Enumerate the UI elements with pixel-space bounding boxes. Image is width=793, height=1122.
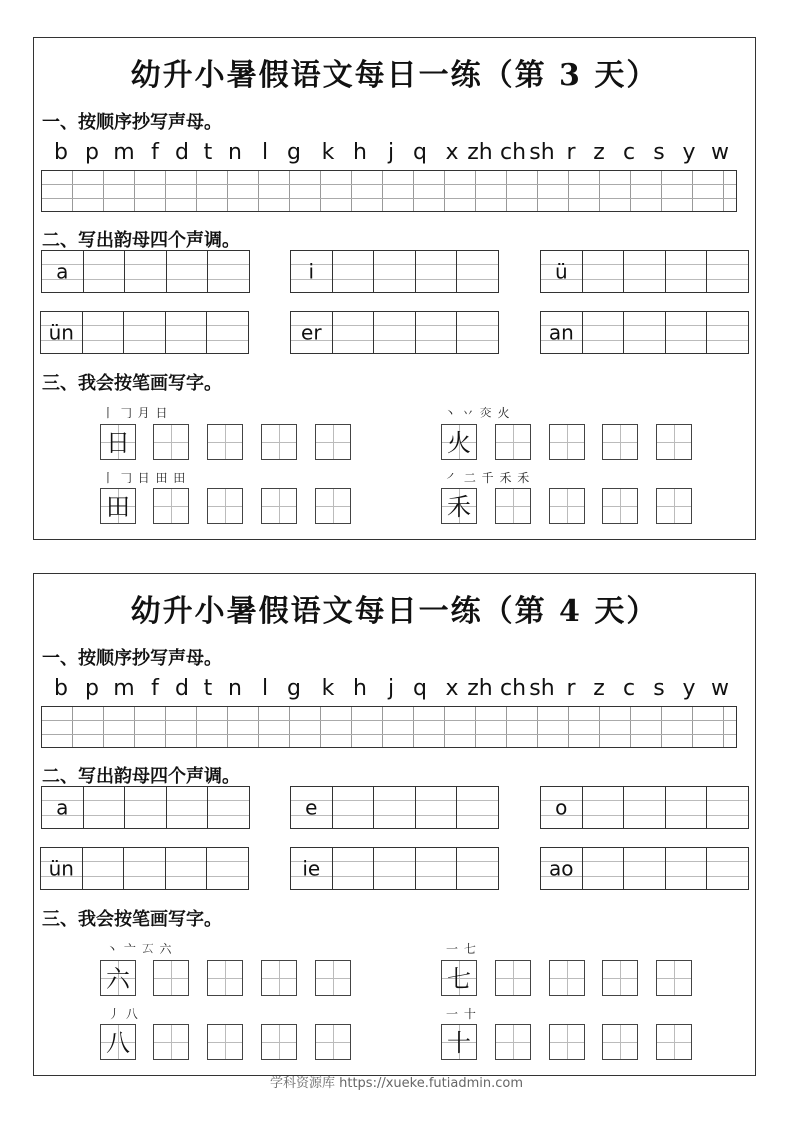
practice-grid-cell[interactable] — [315, 1024, 351, 1060]
final-tone-box[interactable] — [540, 250, 749, 293]
final-label: ao — [549, 856, 574, 881]
model-character: 日 — [106, 429, 130, 457]
practice-grid-cell[interactable] — [315, 424, 351, 460]
stroke-order-sequence: 丶 亠 𠫔 六 — [106, 942, 173, 956]
stroke-order-sequence: 丨 𠃌 月 日 — [102, 406, 169, 420]
initial-letter: w — [711, 140, 729, 165]
practice-grid-cell[interactable] — [153, 960, 189, 996]
practice-grid-cell[interactable] — [549, 424, 585, 460]
final-cell — [541, 848, 582, 889]
initial-letter: k — [321, 676, 335, 701]
worksheet-title: 幼升小暑假语文每日一练（第 4 天） — [130, 594, 659, 629]
tone-cell[interactable] — [373, 848, 415, 889]
initials-writing-lines[interactable] — [41, 170, 737, 212]
section-copy-initials-heading: 一、按顺序抄写声母。 — [42, 112, 222, 133]
tone-cell[interactable] — [665, 787, 707, 828]
tone-cell[interactable] — [582, 251, 624, 292]
initial-letter: p — [85, 676, 99, 701]
worksheet-day-4 — [33, 573, 756, 1076]
initial-letter: n — [228, 676, 242, 701]
initial-letter: g — [287, 676, 301, 701]
model-character: 田 — [106, 493, 130, 521]
tone-cell[interactable] — [332, 848, 374, 889]
tone-cell[interactable] — [623, 312, 665, 353]
tone-cell[interactable] — [456, 787, 498, 828]
final-cell — [541, 251, 582, 292]
final-tone-box[interactable] — [540, 311, 749, 354]
initial-letter: b — [54, 140, 68, 165]
final-cell — [291, 848, 332, 889]
tone-cell[interactable] — [415, 312, 457, 353]
tone-cell[interactable] — [456, 312, 498, 353]
final-cell — [41, 848, 82, 889]
final-tone-box[interactable] — [540, 847, 749, 890]
model-character: 八 — [106, 1029, 130, 1057]
practice-grid-cell[interactable] — [153, 1024, 189, 1060]
final-cell — [291, 312, 332, 353]
initial-letter: k — [321, 140, 335, 165]
final-cell — [41, 312, 82, 353]
initial-letter: s — [653, 676, 665, 701]
initial-letter: q — [413, 140, 427, 165]
model-character-cell — [441, 1024, 477, 1060]
tone-cell[interactable] — [665, 848, 707, 889]
tone-cell[interactable] — [623, 787, 665, 828]
initial-letter: z — [593, 676, 605, 701]
initial-letter: y — [682, 676, 696, 701]
tone-cell[interactable] — [83, 251, 125, 292]
stroke-order-sequence: ㇒ 二 千 禾 禾 — [446, 471, 531, 485]
final-label: ie — [302, 856, 321, 881]
initials-row — [42, 676, 747, 702]
model-character: 禾 — [447, 493, 471, 521]
initial-letter: x — [445, 140, 459, 165]
stroke-order-sequence: 一 十 — [446, 1007, 477, 1021]
tone-cell[interactable] — [665, 312, 707, 353]
initial-letter: r — [566, 676, 576, 701]
final-tone-box[interactable] — [290, 847, 499, 890]
tone-cell[interactable] — [706, 312, 748, 353]
worksheet-day-3 — [33, 37, 756, 540]
tone-cell[interactable] — [582, 787, 624, 828]
initial-letter: y — [682, 140, 696, 165]
initial-letter: c — [622, 140, 636, 165]
final-label: ün — [48, 856, 74, 881]
practice-grid-cell[interactable] — [495, 960, 531, 996]
model-character: 七 — [447, 965, 471, 993]
section-stroke-order-heading: 三、我会按笔画写字。 — [42, 909, 222, 930]
tone-cell[interactable] — [166, 787, 208, 828]
tone-cell[interactable] — [82, 312, 124, 353]
initials-row — [42, 140, 747, 166]
tone-cell[interactable] — [332, 787, 374, 828]
practice-grid-cell[interactable] — [207, 424, 243, 460]
tone-cell[interactable] — [123, 312, 165, 353]
initial-letter: m — [113, 676, 135, 701]
model-character: 六 — [106, 965, 130, 993]
tone-cell[interactable] — [332, 251, 374, 292]
practice-grid-cell[interactable] — [207, 488, 243, 524]
tone-cell[interactable] — [415, 848, 457, 889]
tone-cell[interactable] — [207, 251, 249, 292]
initial-letter: sh — [529, 140, 555, 165]
tone-cell[interactable] — [373, 787, 415, 828]
model-character-cell — [100, 960, 136, 996]
initial-letter: t — [203, 140, 213, 165]
initial-letter: c — [622, 676, 636, 701]
practice-grid-cell[interactable] — [153, 424, 189, 460]
initial-letter: d — [175, 140, 189, 165]
final-label: a — [56, 259, 69, 284]
model-character-cell — [441, 424, 477, 460]
model-character: 火 — [447, 429, 471, 457]
tone-cell[interactable] — [332, 312, 374, 353]
tone-cell[interactable] — [456, 251, 498, 292]
final-cell — [541, 787, 582, 828]
final-cell — [42, 787, 83, 828]
initial-letter: b — [54, 676, 68, 701]
tone-cell[interactable] — [665, 251, 707, 292]
initial-letter: g — [287, 140, 301, 165]
final-label: o — [555, 795, 568, 820]
practice-grid-cell[interactable] — [261, 960, 297, 996]
practice-grid-cell[interactable] — [495, 424, 531, 460]
final-label: an — [548, 320, 574, 345]
practice-grid-cell[interactable] — [656, 488, 692, 524]
final-tone-box[interactable] — [290, 311, 499, 354]
initial-letter: n — [228, 140, 242, 165]
tone-cell[interactable] — [373, 251, 415, 292]
tone-cell[interactable] — [123, 848, 165, 889]
initial-letter: z — [593, 140, 605, 165]
practice-grid-cell[interactable] — [549, 960, 585, 996]
practice-grid-cell[interactable] — [602, 424, 638, 460]
practice-grid-cell[interactable] — [602, 960, 638, 996]
practice-grid-cell[interactable] — [315, 488, 351, 524]
initial-letter: t — [203, 676, 213, 701]
final-tone-box[interactable] — [40, 311, 249, 354]
practice-grid-cell[interactable] — [495, 488, 531, 524]
final-tone-box[interactable] — [290, 250, 499, 293]
initial-letter: zh — [467, 140, 493, 165]
footer-watermark: 学科资源库 https://xueke.futiadmin.com — [269, 1076, 523, 1091]
model-character: 十 — [447, 1029, 471, 1057]
initial-letter: s — [653, 140, 665, 165]
tone-cell[interactable] — [706, 251, 748, 292]
tone-cell[interactable] — [415, 787, 457, 828]
practice-grid-cell[interactable] — [656, 424, 692, 460]
final-tone-box[interactable] — [540, 786, 749, 829]
initial-letter: ch — [499, 140, 527, 165]
practice-grid-cell[interactable] — [315, 960, 351, 996]
practice-grid-cell[interactable] — [153, 488, 189, 524]
practice-grid-cell[interactable] — [207, 960, 243, 996]
final-tone-box[interactable] — [41, 250, 250, 293]
initial-letter: r — [566, 140, 576, 165]
initial-letter: zh — [467, 676, 493, 701]
tone-cell[interactable] — [582, 312, 624, 353]
practice-grid-cell[interactable] — [261, 488, 297, 524]
initial-letter: f — [151, 140, 159, 165]
stroke-order-sequence: 一 七 — [446, 942, 477, 956]
tone-cell[interactable] — [706, 787, 748, 828]
final-cell — [42, 251, 83, 292]
final-tone-box[interactable] — [40, 847, 249, 890]
final-cell — [291, 251, 332, 292]
initial-letter: l — [261, 140, 269, 165]
tone-cell[interactable] — [623, 848, 665, 889]
tone-cell[interactable] — [166, 251, 208, 292]
tone-cell[interactable] — [165, 312, 207, 353]
tone-cell[interactable] — [165, 848, 207, 889]
final-label: ü — [554, 259, 568, 284]
worksheet-title: 幼升小暑假语文每日一练（第 3 天） — [130, 58, 659, 93]
section-tones-heading: 二、写出韵母四个声调。 — [42, 230, 240, 251]
practice-grid-cell[interactable] — [261, 1024, 297, 1060]
final-label: a — [56, 795, 69, 820]
tone-cell[interactable] — [206, 848, 248, 889]
tone-cell[interactable] — [82, 848, 124, 889]
section-tones-heading: 二、写出韵母四个声调。 — [42, 766, 240, 787]
final-label: ün — [48, 320, 74, 345]
initial-letter: j — [387, 140, 395, 165]
initials-writing-lines[interactable] — [41, 706, 737, 748]
model-character-cell — [100, 488, 136, 524]
initial-letter: p — [85, 140, 99, 165]
final-label: e — [305, 795, 318, 820]
initial-letter: w — [711, 676, 729, 701]
tone-cell[interactable] — [706, 848, 748, 889]
tone-cell[interactable] — [373, 312, 415, 353]
tone-cell[interactable] — [124, 787, 166, 828]
initial-letter: h — [353, 676, 367, 701]
final-label: er — [301, 320, 322, 345]
model-character-cell — [441, 488, 477, 524]
final-tone-box[interactable] — [41, 786, 250, 829]
final-label: i — [308, 259, 315, 284]
practice-grid-cell[interactable] — [656, 960, 692, 996]
practice-grid-cell[interactable] — [549, 1024, 585, 1060]
practice-grid-cell[interactable] — [602, 488, 638, 524]
initial-letter: ch — [499, 676, 527, 701]
initial-letter: x — [445, 676, 459, 701]
practice-grid-cell[interactable] — [207, 1024, 243, 1060]
final-cell — [541, 312, 582, 353]
final-tone-box[interactable] — [290, 786, 499, 829]
model-character-cell — [100, 1024, 136, 1060]
model-character-cell — [441, 960, 477, 996]
model-character-cell — [100, 424, 136, 460]
initial-letter: h — [353, 140, 367, 165]
initial-letter: q — [413, 676, 427, 701]
practice-grid-cell[interactable] — [261, 424, 297, 460]
tone-cell[interactable] — [456, 848, 498, 889]
practice-grid-cell[interactable] — [602, 1024, 638, 1060]
stroke-order-sequence: 丨 𠃌 日 田 田 — [102, 471, 187, 485]
initial-letter: l — [261, 676, 269, 701]
tone-cell[interactable] — [623, 251, 665, 292]
section-copy-initials-heading: 一、按顺序抄写声母。 — [42, 648, 222, 669]
practice-grid-cell[interactable] — [656, 1024, 692, 1060]
section-stroke-order-heading: 三、我会按笔画写字。 — [42, 373, 222, 394]
initial-letter: m — [113, 140, 135, 165]
initial-letter: d — [175, 676, 189, 701]
stroke-order-sequence: 丿 八 — [108, 1007, 139, 1021]
tone-cell[interactable] — [83, 787, 125, 828]
tone-cell[interactable] — [206, 312, 248, 353]
tone-cell[interactable] — [582, 848, 624, 889]
initial-letter: sh — [529, 676, 555, 701]
final-cell — [291, 787, 332, 828]
practice-grid-cell[interactable] — [549, 488, 585, 524]
practice-grid-cell[interactable] — [495, 1024, 531, 1060]
tone-cell[interactable] — [207, 787, 249, 828]
tone-cell[interactable] — [415, 251, 457, 292]
initial-letter: f — [151, 676, 159, 701]
tone-cell[interactable] — [124, 251, 166, 292]
stroke-order-sequence: 丶 丷 𤆍 火 — [444, 406, 511, 420]
initial-letter: j — [387, 676, 395, 701]
